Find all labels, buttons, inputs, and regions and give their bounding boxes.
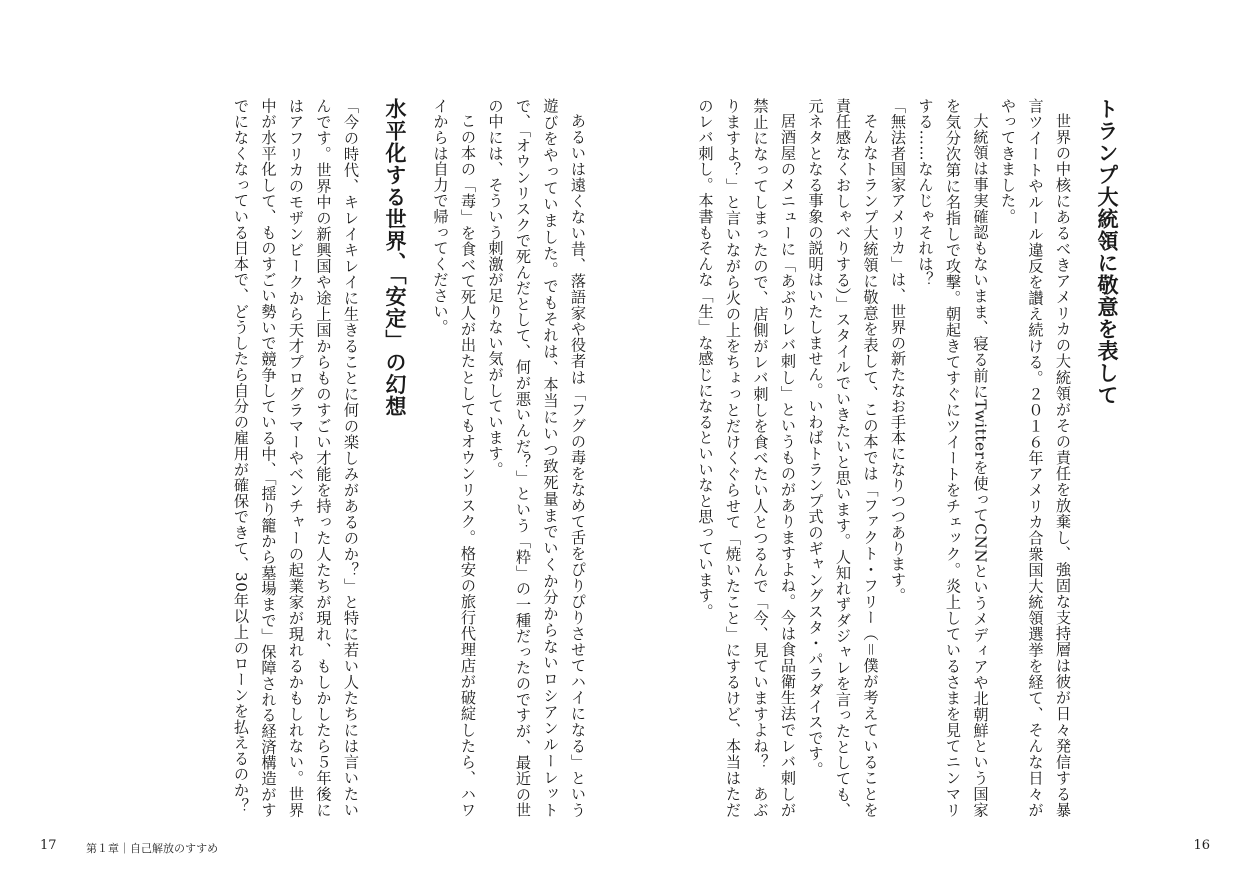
- section-heading-flat-world: 水平化する世界、「安定」の幻想: [383, 98, 407, 418]
- vertical-text-block: [98, 98, 1138, 818]
- paragraph: 「無法者国家アメリカ」は、世界の新たなお手本になりつつあります。: [889, 98, 907, 604]
- paragraph: この本の「毒」を食べて死人が出たとしてもオウンリスク。格安の旅行代理店が破綻したら、ハワイからは自力で帰ってください。: [431, 98, 477, 818]
- paragraph: そんなトランプ大統領に敬意を表して、この本では「ファクト・フリー（＝僕が考えていることを責任感なくおしゃべりする）」スタイルでいきたいと思います。人知れずダジャレを言ったとしても、元ネタとなる事象の説明はいたしません。いわばトランプ式のギャングスタ・パラダイスです。: [806, 98, 880, 818]
- page-number-right: 16: [1193, 838, 1210, 853]
- paragraph: 世界の中核にあるべきアメリカの大統領がその責任を放棄し、強固な支持層は彼が日々発信する暴言ツイートやルール違反を讃え続ける。２０１６年アメリカ合衆国大統領選挙を経て、そんな日々がやってきました。: [999, 98, 1072, 818]
- paragraph: あるいは遠くない昔、落語家や役者は「フグの毒をなめて舌をぴりぴりさせてハイになる」という遊びをやっていました。でもそれは、本当にいつ致死量までいくか分からないロシアンルーレットで、「オウンリスクで死んだとして、何が悪いんだ？」という「粋」の一種だったのですが、最近の世の中には、そういう刺激が足りない気がしています。: [486, 98, 587, 818]
- paragraph: 居酒屋のメニューに「あぶりレバ刺し」というものがありますよね。今は食品衛生法でレバ刺しが禁止になってしまったので、店側がレバ刺しを食べたい人とつるんで「今、見ていますよね？ あぶりますよ？」と言いながら火の上をちょっとだけくぐらせて「焼いたこと」にするけど、本当はただのレバ刺し。本書もそんな「生」な感じになるといいなと思っています。: [696, 98, 797, 818]
- chapter-label: 第１章｜自己解放のすすめ: [86, 842, 219, 855]
- section-heading-trump: トランプ大統領に敬意を表して: [1095, 98, 1119, 406]
- page-number-left: 17: [40, 838, 57, 853]
- paragraph: 大統領は事実確認もないまま、寝る前にTwitterを使ってCNNというメディアや北朝鮮という国家を気分次第に名指しで攻撃。朝起きてすぐにツイートをチェック。炎上しているさまを見てニンマリする……なんじゃそれは？: [916, 98, 990, 818]
- paragraph: 「今の時代、キレイキレイに生きることに何の楽しみがあるのか？」と特に若い人たちには言いたいんです。世界中の新興国や途上国からものすごい才能を持った人たちが現れ、もしかしたら５年後にはアフリカのモザンビークから天才プログラマーやベンチャーの起業家が現れるかもしれない。世界中が水平化して、ものすごい勢いで競争している中、「揺り籠から墓場まで」保障される経済構造がすでになくなっている日本で、どうしたら自分の雇用が確保できて、30年以上のローンを払えるのか？: [232, 98, 360, 818]
